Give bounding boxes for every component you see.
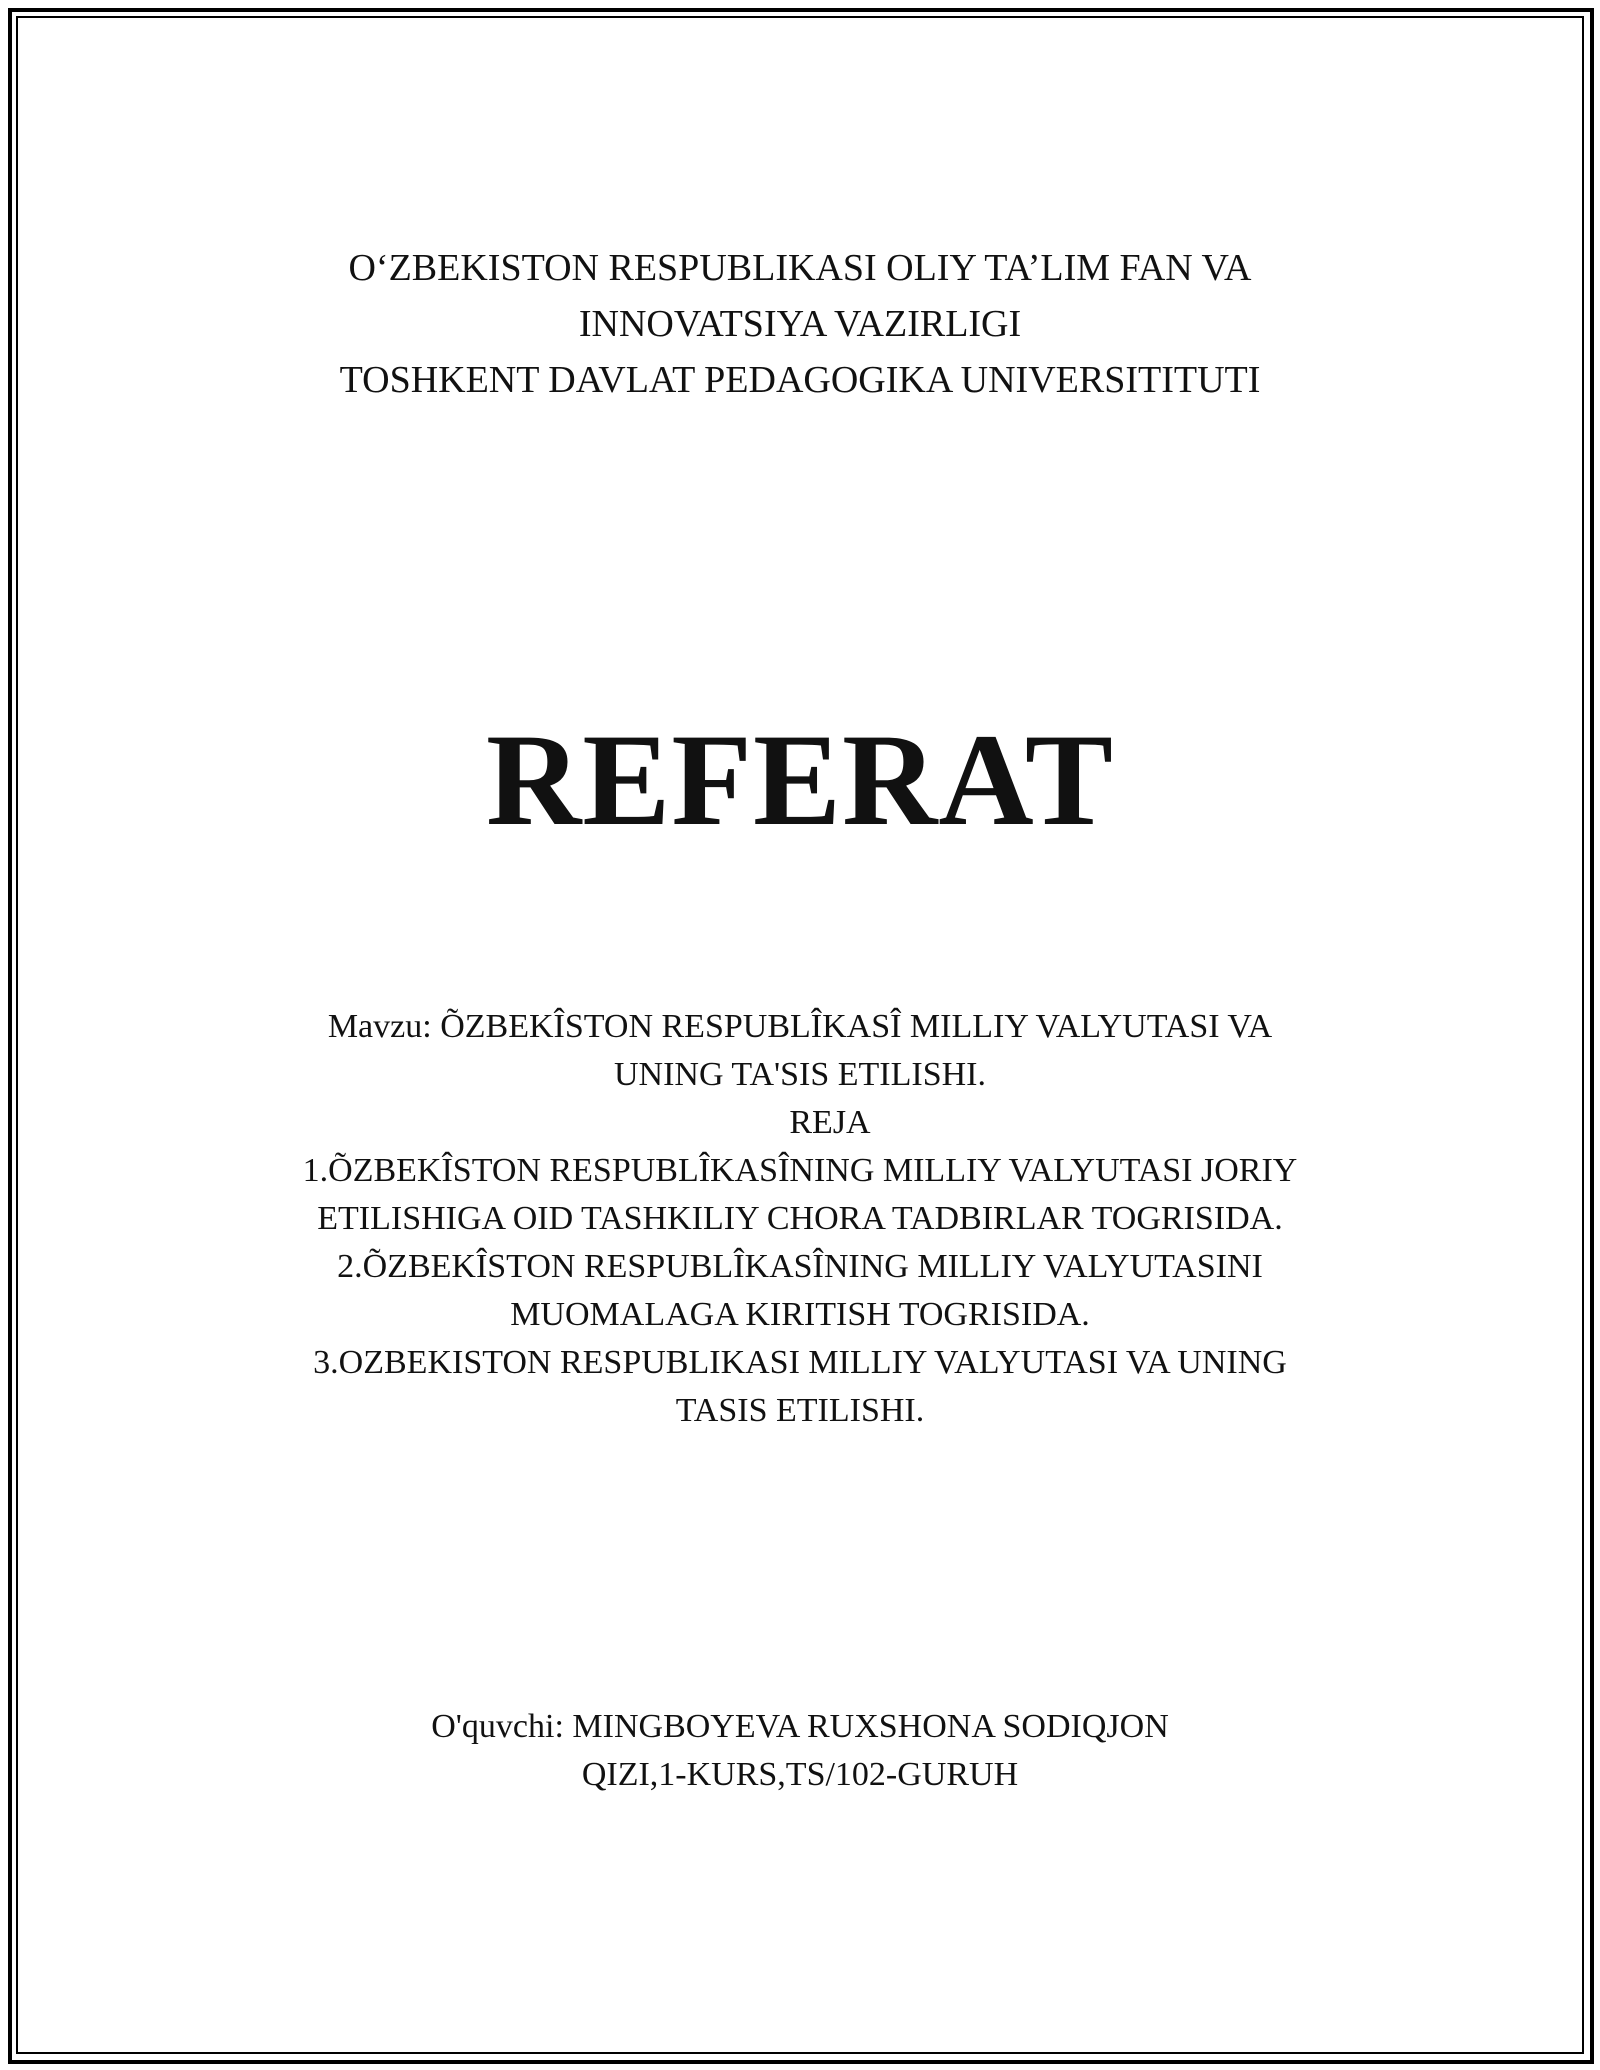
student-info bbox=[0, 1703, 1600, 1799]
topic-section bbox=[0, 1003, 1600, 1435]
student-line-2: QIZI,1-KURS,TS/102-GURUH bbox=[581, 1756, 1019, 1793]
document-title: REFERAT bbox=[486, 706, 1114, 853]
plan-line: 1.ÕZBEKÎSTON RESPUBLÎKASÎNING MILLIY VALYUTASI JORIY bbox=[302, 1152, 1298, 1189]
topic-line-1: Mavzu: ÕZBEKÎSTON RESPUBLÎKASÎ MILLIY VALYUTASI VA bbox=[327, 1008, 1273, 1045]
topic-line-2: UNING TA'SIS ETILISHI. bbox=[613, 1056, 987, 1093]
plan-heading: REJA bbox=[789, 1104, 871, 1141]
header-line-3: TOSHKENT DAVLAT PEDAGOGIKA UNIVERSITITUTI bbox=[339, 359, 1261, 401]
ministry-header bbox=[0, 240, 1600, 408]
student-line-1: O'quvchi: MINGBOYEVA RUXSHONA SODIQJON bbox=[431, 1708, 1169, 1745]
plan-line: TASIS ETILISHI. bbox=[675, 1392, 925, 1429]
header-line-1: O‘ZBEKISTON RESPUBLIKASI OLIY TA’LIM FAN VA bbox=[348, 247, 1252, 289]
plan-line: ETILISHIGA OID TASHKILIY CHORA TADBIRLAR TOGRISIDA. bbox=[317, 1200, 1283, 1237]
header-line-2: INNOVATSIYA VAZIRLIGI bbox=[578, 303, 1022, 345]
plan-line: MUOMALAGA KIRITISH TOGRISIDA. bbox=[510, 1296, 1090, 1333]
plan-line: 3.OZBEKISTON RESPUBLIKASI MILLIY VALYUTASI VA UNING bbox=[313, 1344, 1287, 1381]
plan-line: 2.ÕZBEKÎSTON RESPUBLÎKASÎNING MILLIY VALYUTASINI bbox=[337, 1248, 1263, 1285]
